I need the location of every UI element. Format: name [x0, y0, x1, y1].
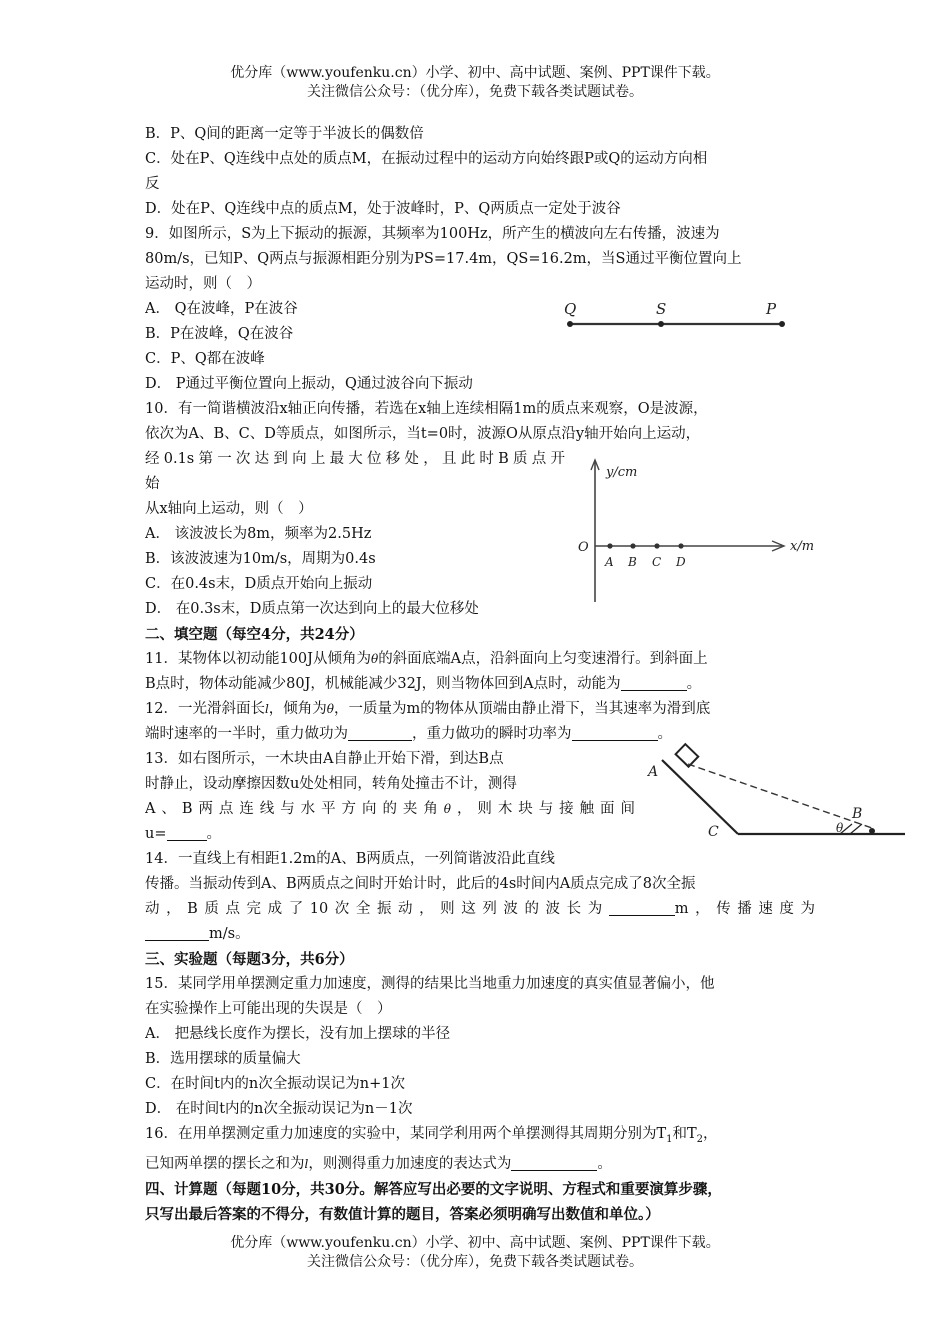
q14-line-2: 传播。当振动传到A、B两质点之间时开始计时，此后的4s时间内A质点完成了8次全振 [145, 876, 696, 892]
point-a-label: A [605, 555, 614, 569]
q8-option-c-line-1: C．处在P、Q连线中点处的质点M，在振动过程中的运动方向始终跟P或Q的运动方向相 [145, 151, 708, 167]
q14-speed-blank[interactable] [145, 925, 209, 941]
q10-stem-line-3: 经0.1s第一次达到向上最大位移处，且此时B质点开 [145, 451, 565, 467]
q8-option-b: B．P、Q间的距离一定等于半波长的偶数倍 [145, 126, 424, 142]
q11-line-2: B点时，物体动能减少80J，机械能减少32J，则当物体回到A点时，动能为 。 [145, 676, 702, 692]
point-s-dot [658, 321, 664, 327]
angle-theta-label: θ [836, 821, 844, 835]
q11-answer-blank[interactable] [621, 675, 687, 691]
q8-option-c-line-2: 反 [145, 176, 160, 192]
q11-line-1: 11．某物体以初动能100J从倾角为θ的斜面底端A点，沿斜面向上匀变速滑行。到斜面上 [145, 651, 708, 667]
exam-content [145, 122, 815, 1227]
point-p-dot [779, 321, 785, 327]
q9-option-d: D． P通过平衡位置向上振动，Q通过波谷向下振动 [145, 376, 473, 392]
length-symbol: l [264, 702, 269, 716]
q13-line-2: 时静止，设动摩擦因数u处处相同，转角处撞击不计，测得 [145, 776, 517, 792]
q15-option-c: C．在时间t内的n次全振动误记为n+1次 [145, 1076, 405, 1092]
section-4-title-line-1: 四、计算题（每题10分，共30分。解答应写出必要的文字说明、方程式和重要演算步骤， [145, 1180, 722, 1198]
q10-figure [570, 456, 840, 606]
block [676, 744, 699, 767]
point-s-label: S [656, 300, 667, 318]
origin-label: O [578, 540, 589, 555]
point-p-label: P [766, 300, 777, 318]
q13-line-3: A、B两点连线与水平方向的夹角θ，则木块与接触面间 [145, 801, 635, 817]
theta-symbol: θ [443, 802, 452, 816]
q14-line-1: 14．一直线上有相距1.2m的A、B两质点，一列简谐波沿此直线 [145, 851, 555, 867]
q14-wavelength-blank[interactable] [609, 900, 675, 916]
q10-option-b: B．该波波速为10m/s，周期为0.4s [145, 551, 376, 567]
section-2-title: 二、填空题（每空4分，共24分） [145, 626, 364, 643]
q15-option-a: A． 把悬线长度作为摆长，没有加上摆球的半径 [145, 1026, 451, 1042]
q13-answer-blank[interactable] [167, 825, 207, 841]
point-a-dot [607, 543, 612, 548]
footer-line-2: 关注微信公众号：（优分库），免费下载各类试题试卷。 [307, 1254, 643, 1270]
q15-option-d: D． 在时间t内的n次全振动误记为n－1次 [145, 1101, 413, 1117]
q12-line-1: 12．一光滑斜面长l，倾角为θ，一质量为m的物体从顶端由静止滑下，当其速率为滑到底 [145, 701, 711, 717]
x-axis-label: x/m [790, 539, 815, 554]
q15-option-b: B．选用摆球的质量偏大 [145, 1051, 301, 1067]
point-a-label: A [648, 764, 659, 780]
point-b-dot [630, 543, 635, 548]
q15-stem-line-2: 在实验操作上可能出现的失误是（ ） [145, 1001, 392, 1017]
point-c-label: C [708, 824, 719, 840]
q13-line-1: 13．如右图所示，一木块由A自静止开始下滑，到达B点 [145, 751, 504, 767]
length-symbol: l [304, 1156, 309, 1171]
point-b-dot [869, 828, 875, 834]
footer-line-1: 优分库（www.youfenku.cn）小学、初中、高中试题、案例、PPT课件下载。 [230, 1235, 720, 1251]
page-header [0, 64, 950, 102]
page-footer [0, 1234, 950, 1272]
q9-figure [560, 298, 790, 334]
q14-line-4: m/s。 [145, 922, 815, 947]
q10-stem-line-2: 依次为A、B、C、D等质点，如图所示，当t=0时，波源O从原点沿y轴开始向上运动， [145, 426, 701, 442]
q12-line-2: 端时速率的一半时，重力做功为 ，重力做功的瞬时功率为 。 [145, 726, 672, 742]
header-line-2: 关注微信公众号：（优分库），免费下载各类试题试卷。 [307, 84, 643, 100]
q12-power-blank[interactable] [572, 725, 658, 741]
q16-line-2: 已知两单摆的摆长之和为l，则测得重力加速度的表达式为 。 [145, 1155, 612, 1172]
header-line-1: 优分库（www.youfenku.cn）小学、初中、高中试题、案例、PPT课件下载。 [230, 65, 720, 81]
q10-option-c: C．在0.4s末，D质点开始向上振动 [145, 576, 373, 592]
q9-stem-line-1: 9．如图所示，S为上下振动的振源，其频率为100Hz，所产生的横波向左右传播，波速为 [145, 226, 720, 242]
q9-option-b: B．P在波峰，Q在波谷 [145, 326, 294, 342]
theta-symbol: θ [370, 652, 379, 666]
q10-stem-line-5: 从x轴向上运动，则（ ） [145, 501, 313, 517]
q8-option-d: D．处在P、Q连线中点的质点M，处于波峰时，P、Q两质点一定处于波谷 [145, 201, 621, 217]
q9-option-c: C．P、Q都在波峰 [145, 351, 265, 367]
q16-answer-blank[interactable] [511, 1155, 597, 1171]
q9-stem-line-3: 运动时，则（ ） [145, 276, 261, 292]
point-b-label: B [628, 555, 637, 569]
q13-figure [640, 740, 915, 845]
theta-symbol: θ [326, 702, 335, 716]
q9-stem-line-2: 80m/s，已知P、Q两点与振源相距分别为PS=17.4m，QS=16.2m，当S通过平衡位置向上 [145, 251, 742, 267]
section-3-title: 三、实验题（每题3分，共6分） [145, 951, 354, 968]
point-q-label: Q [564, 300, 577, 318]
point-b-label: B [852, 806, 863, 822]
q10-stem-line-1: 10．有一简谐横波沿x轴正向传播，若选在x轴上连续相隔1m的质点来观察，O是波源， [145, 401, 708, 417]
q16-line-1: 16．在用单摆测定重力加速度的实验中，某同学利用两个单摆测得其周期分别为$T_1$和$T_2$， [145, 1126, 718, 1145]
q15-stem-line-1: 15．某同学用单摆测定重力加速度，测得的结果比当地重力加速度的真实值显著偏小，他 [145, 976, 715, 992]
y-axis-label: y/cm [606, 465, 638, 480]
point-d-label: D [676, 555, 686, 569]
q10-option-d: D． 在0.3s末，D质点第一次达到向上的最大位移处 [145, 601, 479, 617]
q12-work-blank[interactable] [348, 725, 412, 741]
point-c-label: C [652, 555, 662, 569]
point-c-dot [654, 543, 659, 548]
q10-option-a: A． 该波波长为8m，频率为2.5Hz [145, 526, 372, 542]
q14-line-3: 动，B质点完成了10次全振动，则这列波的波长为 m，传播速度为 [145, 901, 815, 917]
point-q-dot [567, 321, 573, 327]
section-4-title-line-2: 只写出最后答案的不得分，有数值计算的题目，答案必须明确写出数值和单位。） [145, 1205, 660, 1223]
q9-option-a: A． Q在波峰，P在波谷 [145, 301, 298, 317]
q13-line-4: u= 。 [145, 826, 221, 842]
q10-stem-line-4: 始 [145, 476, 160, 492]
point-d-dot [678, 543, 683, 548]
